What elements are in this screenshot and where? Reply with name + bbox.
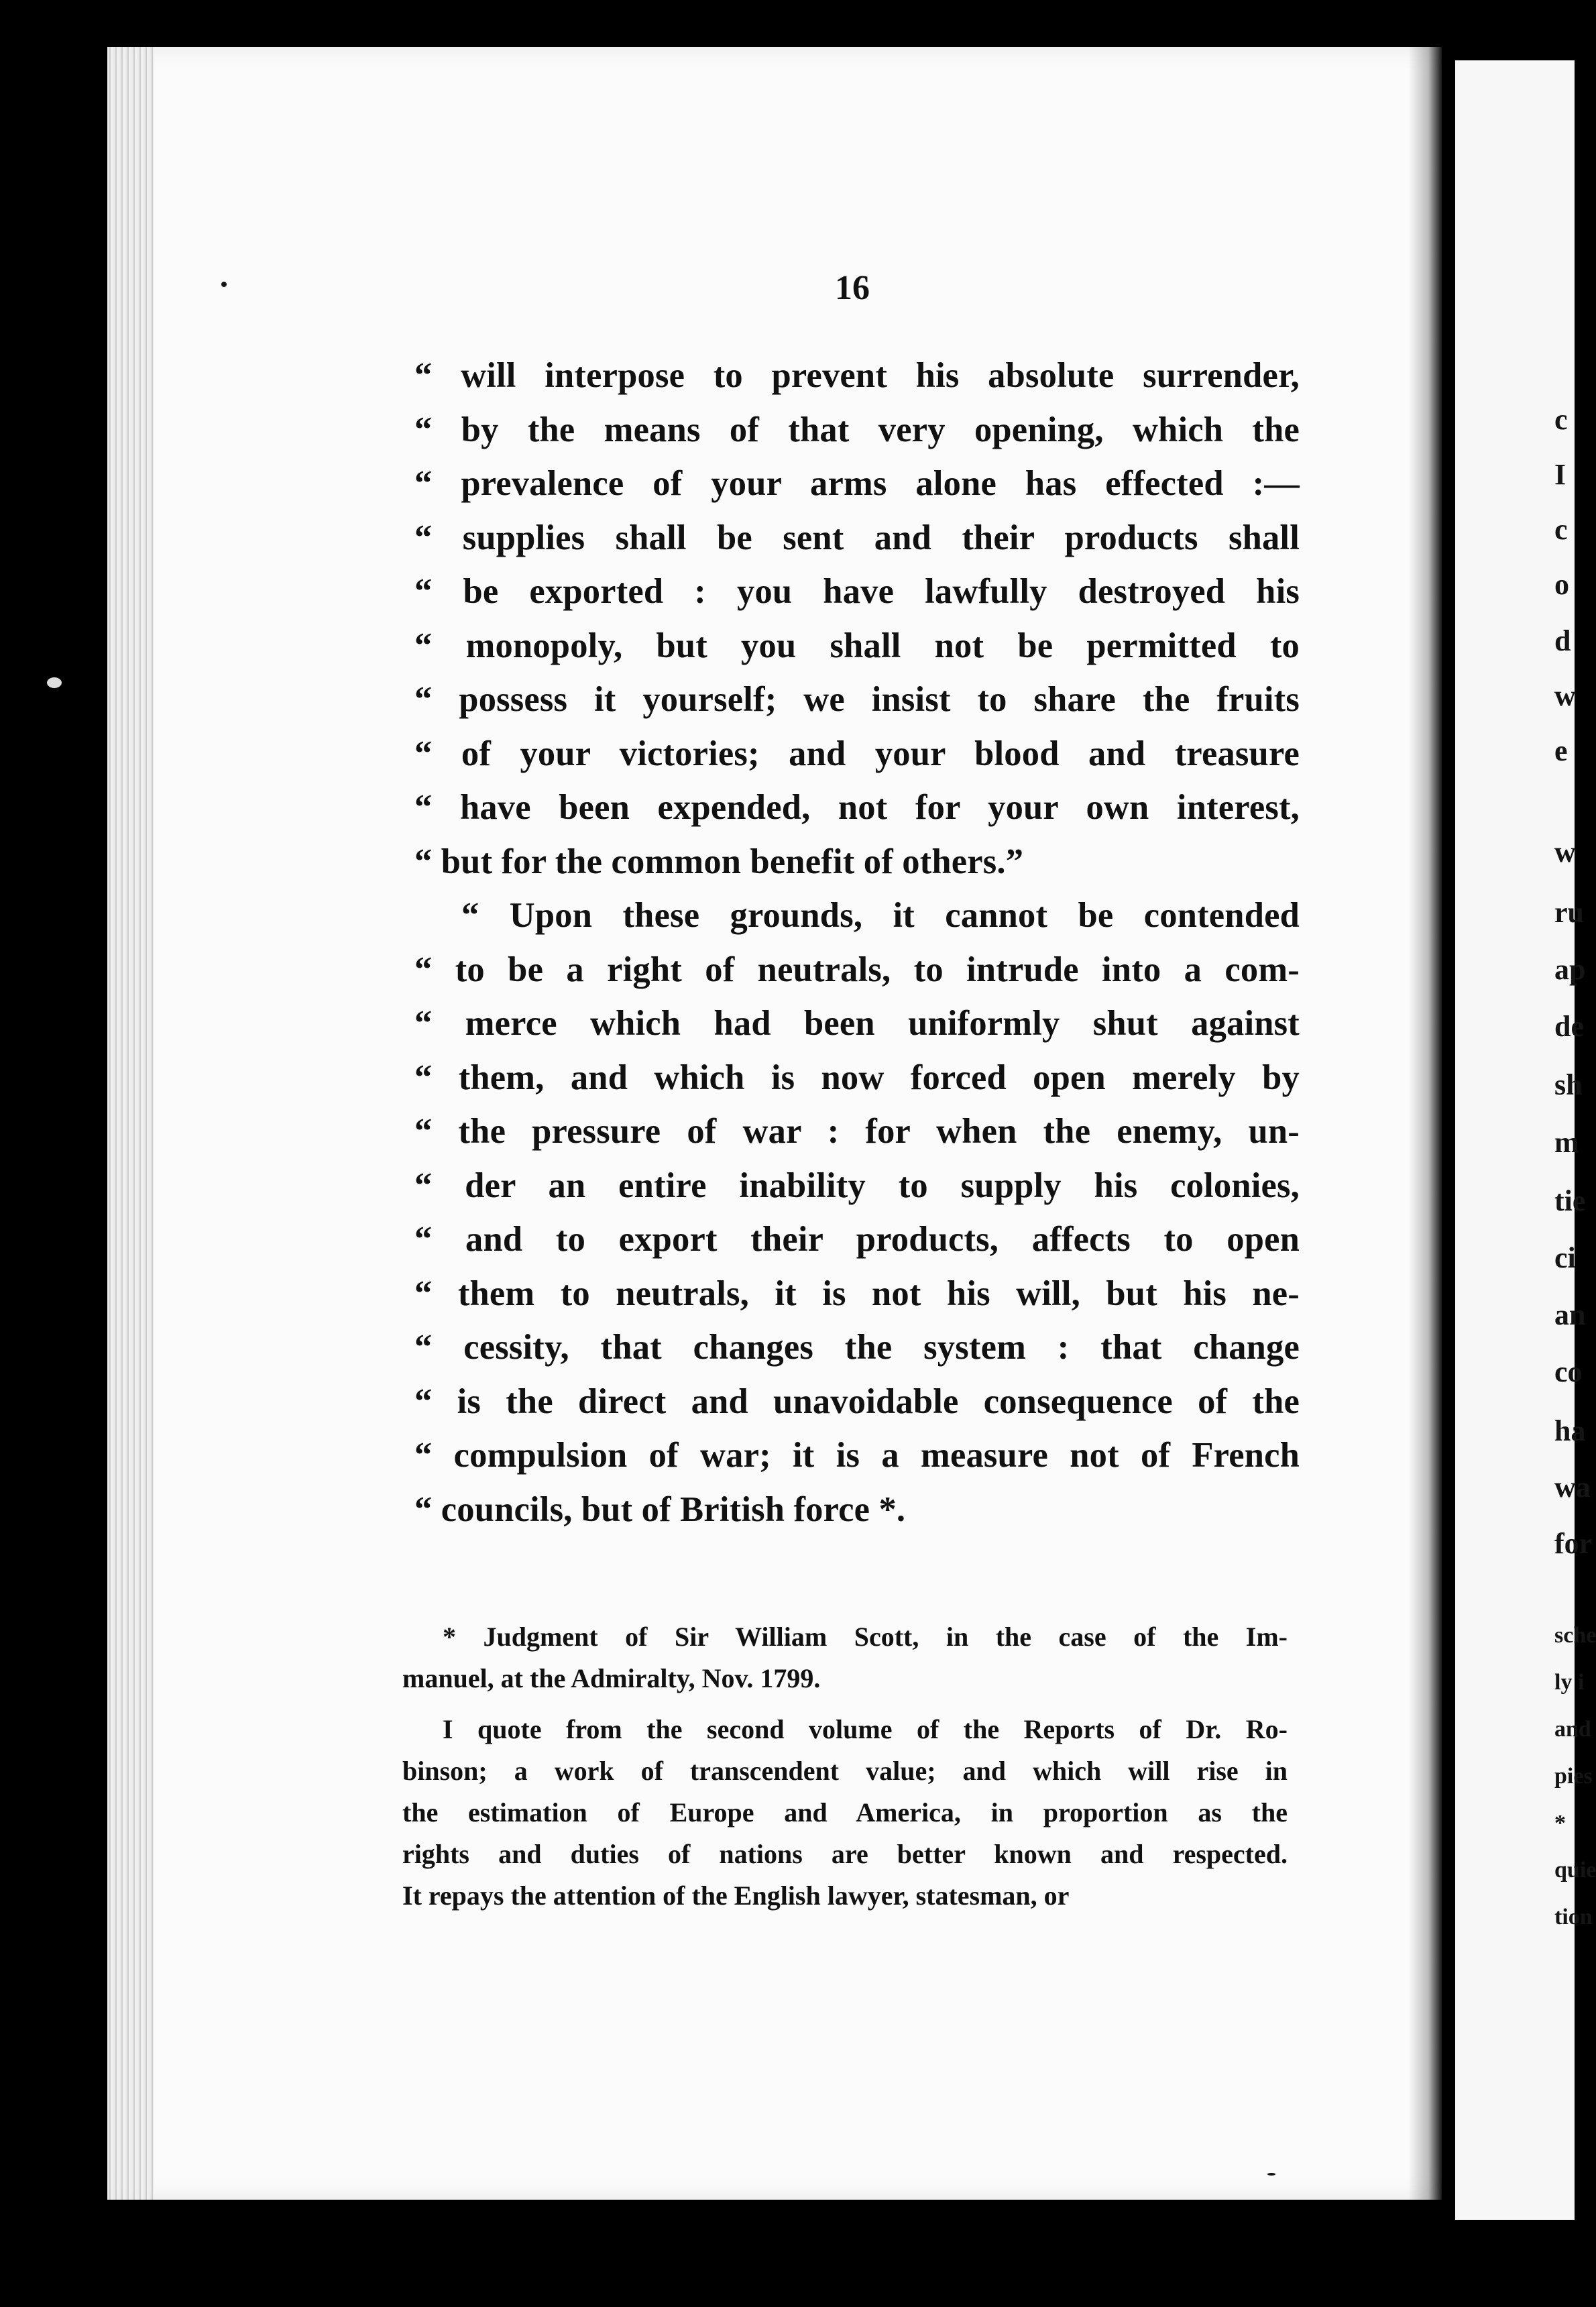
body-line: “ by the means of that very opening, which the [414,410,1300,449]
body-line: “ cessity, that changes the system : that change [414,1328,1300,1367]
facing-page-fragment: ap [1554,953,1586,986]
facing-page-fragment: o [1554,568,1569,601]
gutter-shadow [1408,47,1442,2200]
facing-page-fragment: * [1554,1811,1566,1836]
body-line: “ der an entire inability to supply his colonies, [414,1166,1300,1205]
facing-page-fragment: c [1554,513,1568,546]
facing-page-fragment: d [1554,624,1571,657]
body-line: “ of your victories; and your blood and treasure [414,734,1300,773]
facing-page-fragment: an [1554,1298,1586,1331]
footnote-line: rights and duties of nations are better known and respected. [402,1839,1288,1869]
body-line: “ merce which had been uniformly shut against [414,1004,1300,1043]
body-line: “ will interpose to prevent his absolute surrender, [414,356,1300,395]
body-line: “ be exported : you have lawfully destroyed his [414,572,1300,611]
scan-speck [1267,2173,1275,2176]
body-line: “ Upon these grounds, it cannot be contended [461,896,1300,935]
scan-speck [221,282,227,287]
page-edge-stack [107,47,154,2200]
footnote-line: I quote from the second volume of the Reports of Dr. Ro- [443,1714,1288,1744]
facing-page-fragment: c [1554,403,1568,436]
body-text [414,349,1300,1536]
facing-page-fragment: ru [1554,896,1584,929]
body-line: “ but for the common benefit of others.” [414,842,1024,881]
body-line: “ councils, but of British force *. [414,1489,906,1529]
facing-page-fragment: w [1554,836,1576,868]
facing-page-fragment: m [1554,1126,1579,1159]
facing-page-fragment: sh [1554,1068,1583,1101]
footnote-line: It repays the attention of the English lawyer, statesman, or [402,1880,1070,1911]
body-line: “ possess it yourself; we insist to share the fruits [414,680,1300,719]
facing-page-fragment: co [1554,1355,1583,1388]
body-line: “ compulsion of war; it is a measure not of French [414,1436,1300,1475]
facing-page-fragment: e [1554,734,1568,767]
body-line: “ supplies shall be sent and their products shall [414,518,1300,557]
body-line: “ is the direct and unavoidable consequence of the [414,1382,1300,1421]
facing-page-fragment: tion [1554,1905,1593,1929]
body-line: “ prevalence of your arms alone has effected :— [414,464,1300,503]
body-line: “ the pressure of war : for when the enemy, un- [414,1112,1300,1151]
footnote-paragraph-gap [402,1699,1288,1709]
footnote-line: the estimation of Europe and America, in proportion as the [402,1797,1288,1827]
facing-page-fragment: quie [1554,1858,1596,1882]
body-line: “ have been expended, not for your own interest, [414,788,1300,827]
facing-page-fragment: wa [1554,1471,1591,1504]
facing-page-fragment: ha [1554,1414,1586,1447]
facing-page-fragment: de [1554,1010,1584,1043]
footnote-line: * Judgment of Sir William Scott, in the case of the Im- [443,1622,1288,1652]
body-line: “ monopoly, but you shall not be permitted to [414,626,1300,665]
facing-page-fragment: ly i [1554,1670,1585,1695]
facing-page-fragment: tie [1554,1184,1586,1217]
facing-page-fragment: pies [1554,1764,1593,1789]
body-line: “ them, and which is now forced open merely by [414,1058,1300,1097]
footnotes [402,1616,1288,1917]
facing-page-fragment: for [1554,1527,1593,1560]
facing-page-fragment: ci [1554,1241,1576,1274]
right-page-fragment [1455,60,1596,2220]
footnote-line: binson; a work of transcendent value; and which will rise in [402,1756,1288,1786]
footnote-line: manuel, at the Admiralty, Nov. 1799. [402,1663,821,1693]
body-line: “ them to neutrals, it is not his will, but his ne- [414,1274,1300,1313]
facing-page-fragment: sche [1554,1623,1596,1648]
body-line: “ to be a right of neutrals, to intrude into a com- [414,950,1300,989]
facing-page-fragment: w [1554,679,1576,712]
facing-page-fragment: and [1554,1717,1591,1742]
page-number: 16 [835,269,870,307]
scan-speck [47,677,62,688]
facing-page-fragment: I [1554,458,1566,491]
body-line: “ and to export their products, affects to open [414,1220,1300,1259]
